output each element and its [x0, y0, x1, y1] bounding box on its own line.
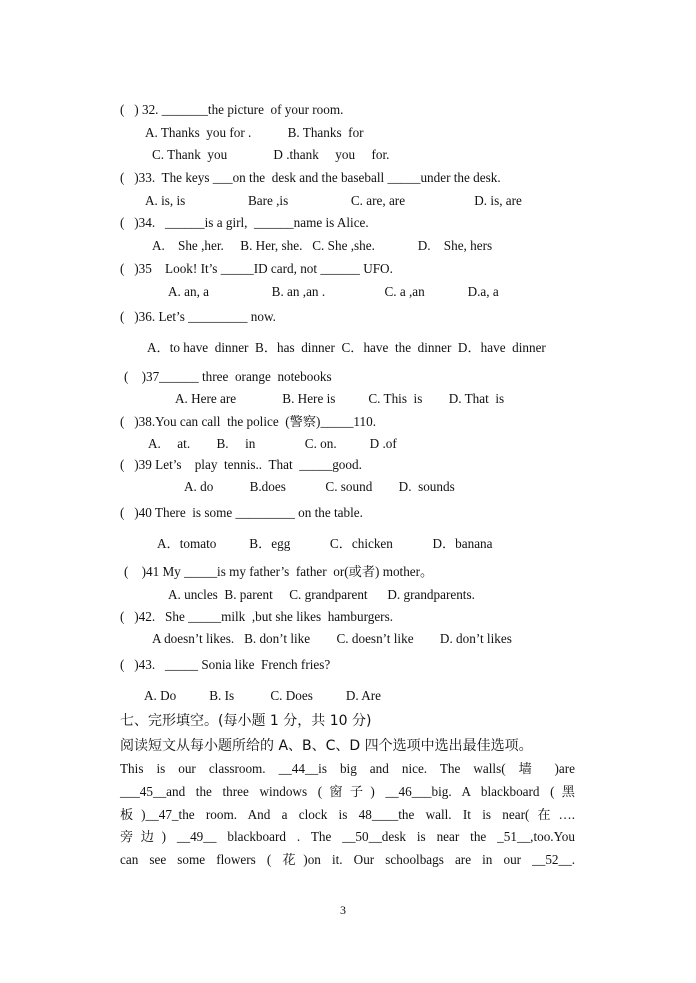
- passage-line-4: 旁边) __49__ blackboard . The __50__desk is near the _51__,too.You: [120, 829, 575, 844]
- question-39-stem: ( )39 Let’s play tennis.. That _____good.: [120, 457, 362, 472]
- question-41-options: A. uncles B. parent C. grandparent D. grandparents.: [168, 587, 475, 602]
- question-39-options: A. do B.does C. sound D. sounds: [184, 479, 455, 494]
- question-32-options-2: C. Thank you D .thank you for.: [152, 147, 390, 162]
- question-42-options: A doesn’t likes. B. don’t like C. doesn’t like D. don’t likes: [152, 631, 512, 646]
- question-36-stem: ( )36. Let’s _________ now.: [120, 309, 276, 324]
- question-37-stem: ( )37______ three orange notebooks: [124, 369, 332, 384]
- question-38-stem: ( )38.You can call the police (警察)_____110.: [120, 414, 377, 429]
- passage-line-1: This is our classroom. __44__is big and nice. The walls( 墙 )are: [120, 761, 575, 776]
- section-7-heading: 七、完形填空。(每小题 1 分，共 10 分): [120, 713, 372, 729]
- question-34-options: A. She ,her. B. Her, she. C. She ,she. D. She, hers: [152, 238, 493, 253]
- question-43-stem: ( )43. _____ Sonia like French fries?: [120, 657, 331, 672]
- question-42-stem: ( )42. She _____milk ,but she likes hamburgers.: [120, 609, 394, 624]
- question-40-options: A．tomato B．egg C．chicken D．banana: [157, 536, 493, 551]
- question-34-stem: ( )34. ______is a girl, ______name is Alice.: [120, 215, 369, 230]
- passage-line-5: can see some flowers ( 花)on it. Our schoolbags are in our __52__.: [120, 852, 575, 867]
- passage-line-2: ___45__and the three windows (窗子) __46___big. A blackboard (黑: [120, 784, 575, 799]
- question-35-stem: ( )35 Look! It’s _____ID card, not ______ UFO.: [120, 261, 393, 276]
- question-43-options: A. Do B. Is C. Does D. Are: [144, 688, 382, 703]
- question-33-stem: ( )33. The keys ___on the desk and the baseball _____under the desk.: [120, 170, 501, 185]
- question-33-options: A. is, is Bare ,is C. are, are D. is, are: [145, 193, 522, 208]
- question-36-options: A．to have dinner B．has dinner C．have the dinner D．have dinner: [147, 340, 546, 355]
- question-32-options-1: A. Thanks you for . B. Thanks for: [145, 125, 364, 140]
- question-41-stem: ( )41 My _____is my father’s father or(或者) mother。: [124, 564, 434, 579]
- question-40-stem: ( )40 There is some _________ on the table.: [120, 505, 363, 520]
- question-37-options: A. Here are B. Here is C. This is D. That is: [175, 391, 505, 406]
- question-32-stem: ( ) 32. _______the picture of your room.: [120, 102, 344, 117]
- question-35-options: A. an, a B. an ,an . C. a ,an D.a, a: [168, 284, 499, 299]
- page-number: 3: [340, 903, 346, 917]
- question-38-options: A. at. B. in C. on. D .of: [148, 436, 397, 451]
- section-7-instruction: 阅读短文从每小题所给的 A、B、C、D 四个选项中选出最佳选项。: [120, 738, 533, 754]
- passage-line-3: 板)__47_the room. And a clock is 48____the wall. It is near(在….: [120, 807, 575, 822]
